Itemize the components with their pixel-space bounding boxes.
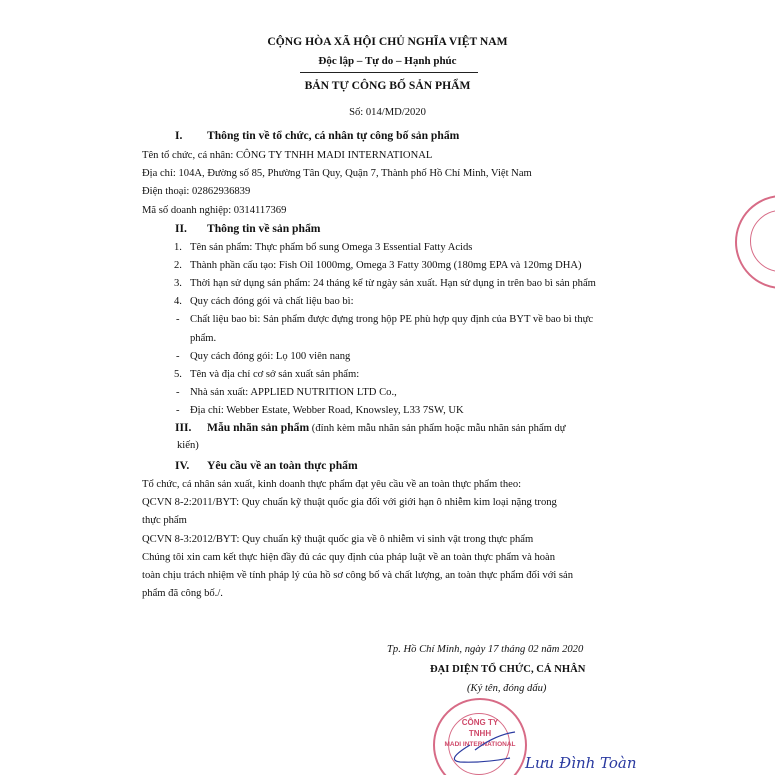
stamp-text: TNHH xyxy=(468,729,492,738)
product-info-item: Chất liệu bao bì: Sản phẩm được đựng trong hộp PE phù hợp quy định của BYT về bao bì thực xyxy=(190,314,594,326)
product-info-item: Địa chỉ: Webber Estate, Webber Road, Knowsley, L33 7SW, UK xyxy=(190,404,464,416)
section-3-note: (đính kèm mẫu nhãn sản phẩm hoặc mẫu nhãn sản phẩm dự xyxy=(311,423,566,434)
s4-line: toàn chịu trách nhiệm về tính pháp lý của hồ sơ công bố và chất lượng, an toàn thực phẩm đối với sản xyxy=(142,570,574,581)
signature-stroke xyxy=(440,730,520,770)
org-phone: Điện thoại: 02862936839 xyxy=(142,186,251,197)
list-marker: 4. xyxy=(174,296,182,308)
section-1-title: Thông tin về tổ chức, cá nhân tự công bố sản phẩm xyxy=(207,129,460,142)
doc-number: Số: 014/MD/2020 xyxy=(349,107,426,118)
list-marker: 5. xyxy=(174,368,182,380)
section-3-note-cont: kiến) xyxy=(177,440,199,451)
list-marker: 2. xyxy=(174,260,182,272)
stamp-text: MADI INTERNATIONAL xyxy=(444,741,516,748)
motto: Độc lập – Tự do – Hạnh phúc xyxy=(318,55,457,67)
org-name: Tên tổ chức, cá nhân: CÔNG TY TNHH MADI INTERNATIONAL xyxy=(142,150,433,161)
section-2-number: II. xyxy=(175,222,187,235)
list-marker: - xyxy=(176,350,180,362)
s4-line: Tổ chức, cá nhân sản xuất, kinh doanh thực phẩm đạt yêu cầu về an toàn thực phẩm theo: xyxy=(142,479,522,490)
product-info-item: Quy cách đóng gói và chất liệu bao bì: xyxy=(190,296,354,308)
s4-line: Chúng tôi xin cam kết thực hiện đầy đủ các quy định của pháp luật về an toàn thực phẩm và hoàn xyxy=(142,552,556,563)
section-4-title: Yêu cầu về an toàn thực phẩm xyxy=(207,459,358,472)
nation-header: CỘNG HÒA XÃ HỘI CHỦ NGHĨA VIỆT NAM xyxy=(267,35,508,48)
product-info-item: Thời hạn sử dụng sản phẩm: 24 tháng kể từ ngày sản xuất. Hạn sử dụng in trên bao bì sản phẩm xyxy=(190,278,596,290)
sign-role: ĐẠI DIỆN TỔ CHỨC, CÁ NHÂN xyxy=(430,664,586,675)
product-info-item: Quy cách đóng gói: Lọ 100 viên nang xyxy=(190,350,351,362)
list-marker: - xyxy=(176,314,180,326)
sign-date: Tp. Hồ Chí Minh, ngày 17 tháng 02 năm 2020 xyxy=(387,644,584,655)
doc-title: BẢN TỰ CÔNG BỐ SẢN PHẨM xyxy=(304,79,471,92)
list-marker: - xyxy=(176,386,180,398)
partial-stamp xyxy=(735,195,775,289)
s4-line: thực phẩm xyxy=(142,515,187,526)
org-address: Địa chỉ: 104A, Đường số 85, Phường Tân Quy, Quận 7, Thành phố Hồ Chí Minh, Việt Nam xyxy=(142,168,532,179)
section-4-number: IV. xyxy=(175,459,190,472)
list-marker: - xyxy=(176,404,180,416)
s4-line: QCVN 8-2:2011/BYT: Quy chuẩn kỹ thuật quốc gia đối với giới hạn ô nhiễm kim loại nặng trong xyxy=(142,497,557,508)
product-info-item: Tên sản phẩm: Thực phẩm bổ sung Omega 3 Essential Fatty Acids xyxy=(190,242,473,253)
sign-note: (Ký tên, đóng dấu) xyxy=(467,683,547,694)
section-1-number: I. xyxy=(175,129,183,142)
list-marker: 1. xyxy=(174,242,182,253)
signer-name: Lưu Đình Toàn xyxy=(525,754,637,772)
product-info-item: Tên và địa chỉ cơ sở sản xuất sản phẩm: xyxy=(190,368,360,380)
org-tax-code: Mã số doanh nghiệp: 0314117369 xyxy=(142,205,287,216)
section-3-number: III. xyxy=(175,421,192,434)
product-info-item: phẩm. xyxy=(190,332,217,344)
section-3-title: Mẫu nhãn sản phẩm xyxy=(207,421,310,434)
s4-line: QCVN 8-3:2012/BYT: Quy chuẩn kỹ thuật quốc gia về ô nhiễm vi sinh vật trong thực phẩm xyxy=(142,534,534,545)
product-info-item: Nhà sản xuất: APPLIED NUTRITION LTD Co., xyxy=(190,386,397,398)
product-info-item: Thành phần cấu tạo: Fish Oil 1000mg, Omega 3 Fatty 300mg (180mg EPA và 120mg DHA) xyxy=(190,260,582,272)
stamp-text: CÔNG TY xyxy=(461,718,499,727)
divider xyxy=(300,72,478,73)
section-3-text xyxy=(207,421,566,436)
section-2-title: Thông tin về sản phẩm xyxy=(207,222,321,235)
list-marker: 3. xyxy=(174,278,182,290)
s4-line: phẩm đã công bố./. xyxy=(142,588,223,599)
